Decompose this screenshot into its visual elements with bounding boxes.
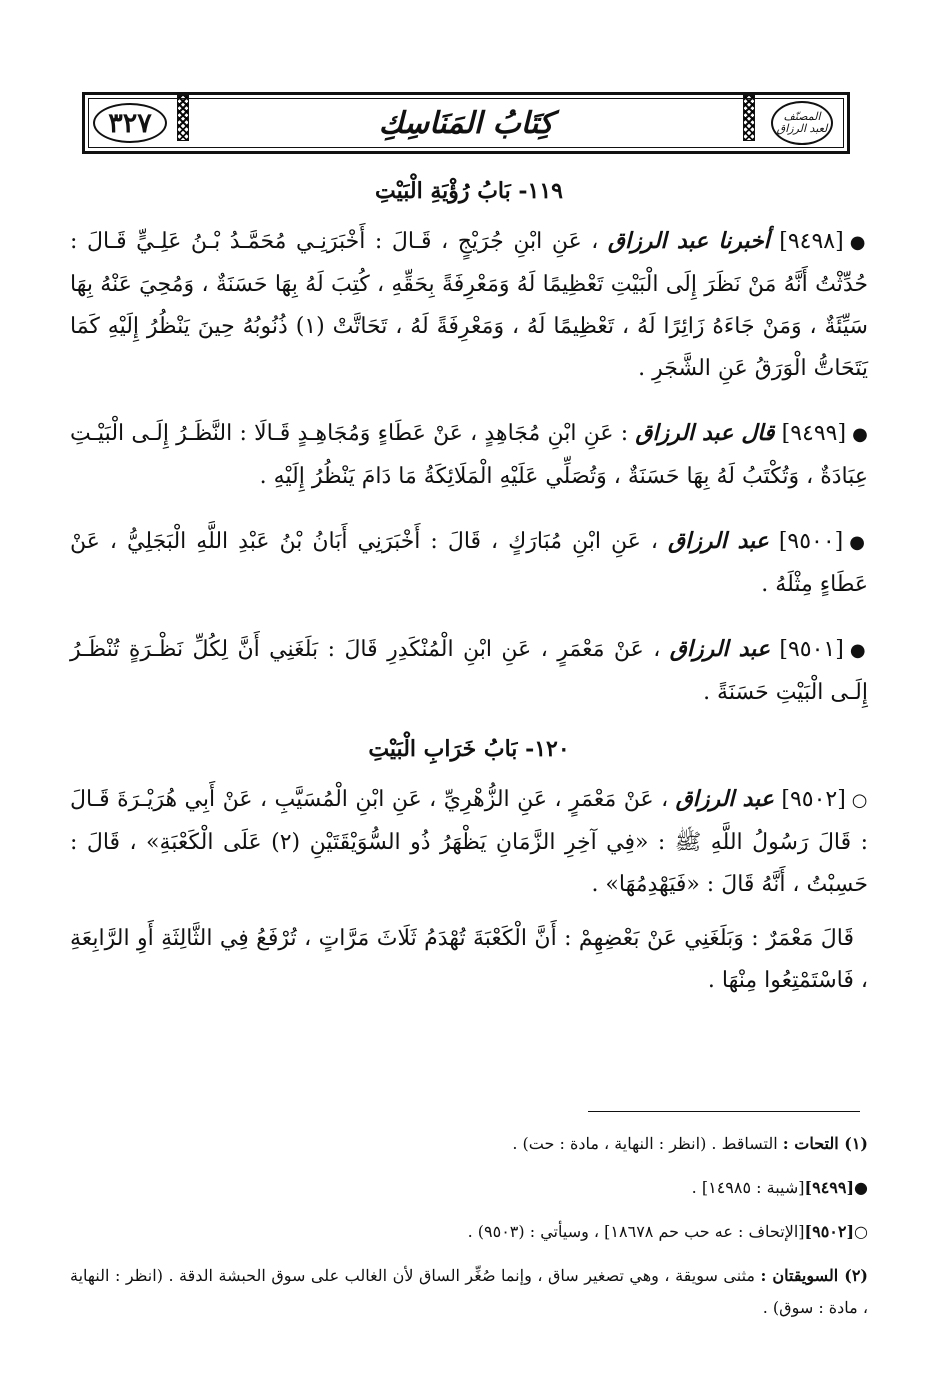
ornament-knot-icon bbox=[177, 95, 189, 141]
footnote bbox=[70, 1216, 868, 1248]
commentary-paragraph: قَالَ مَعْمَرٌ : وَبَلَغَنِي عَنْ بَعْضِهِمْ : أَنَّ الْكَعْبَةَ تُهْدَمُ ثَلَاثَ مَرَّاتٍ ، تُرْفَعُ فِي الثَّالِثَةِ أَوِ الرَّابِعَةِ ، فَاسْتَمْتِعُوا مِنْهَا . bbox=[70, 926, 868, 993]
book-title-box bbox=[191, 95, 741, 151]
hadith-text: ، عَنِ ابْنِ جُرَيْجٍ ، قَـالَ : أَخْبَرَنِـي مُحَمَّـدُ بْـنُ عَلِـيٍّ قَـالَ : حُدِّثْتُ أَنَّهُ مَنْ نَظَرَ إِلَى الْبَيْتِ تَعْظِيمًا لَهُ وَمَعْرِفَةً بِحَقِّهِ ، كُتِبَ لَهُ بِهَا حَسَنَةٌ ، وَمُحِيَ عَنْهُ بِهَا سَيِّئَةٌ ، وَمَنْ جَاءَهُ زَائِرًا لَهُ ، تَعْظِيمًا لَهُ ، وَمَعْرِفَةً لَهُ ، تَحَاتَّتْ (١) ذُنُوبُهُ حِينَ يَنْظُرُ إِلَيْهِ كَمَا يَتَحَاتُّ الْوَرَقُ عَنِ الشَّجَرِ . bbox=[70, 229, 868, 381]
hadith-source: أخبرنا عبد الرزاق bbox=[607, 228, 770, 254]
footnote-text: مثنى سويقة ، وهي تصغير ساق ، وإنما صُغِّر الساق لأن الغالب على سوق الحبشة الدقة . (انظر : النهاية ، مادة : سوق) . bbox=[70, 1266, 868, 1317]
footnote-label: (٢) السويقتان : bbox=[760, 1266, 868, 1285]
footnote-label: (١) التحات : bbox=[782, 1134, 868, 1153]
hadith-number: [٩٤٩٩] bbox=[781, 421, 847, 446]
footnote bbox=[70, 1260, 868, 1324]
hadith-entry bbox=[70, 220, 868, 390]
hadith-entry bbox=[70, 778, 868, 906]
bullet-hollow-icon: ○ bbox=[851, 790, 868, 811]
ornament-knot-icon bbox=[743, 95, 755, 141]
hadith-text: ، عَنِ ابْنِ مُبَارَكٍ ، قَالَ : أَخْبَرَنِي أَبَانُ بْنُ عَبْدِ اللَّهِ الْبَجَلِيُّ ، عَنْ عَطَاءٍ مِثْلَهُ . bbox=[70, 529, 868, 597]
hadith-number: [٩٥٠١] bbox=[779, 637, 844, 662]
footnote bbox=[70, 1128, 868, 1160]
hadith-number: [٩٤٩٨] bbox=[779, 229, 844, 254]
hadith-text: ، عَنْ مَعْمَرٍ ، عَنِ ابْنِ الْمُنْكَدِرِ قَالَ : بَلَغَنِي أَنَّ لِكُلِّ نَظْـرَةٍ تُنْظَـرُ إِلَـى الْبَيْتِ حَسَنَةً . bbox=[70, 637, 868, 705]
hadith-source: عبد الرزاق bbox=[675, 786, 774, 812]
footnote-label: ●[٩٤٩٩] bbox=[804, 1178, 868, 1197]
hadith-entry bbox=[70, 520, 868, 606]
footnotes bbox=[70, 1128, 868, 1336]
footnote-text: [شيبة : ١٤٩٨٥] . bbox=[691, 1178, 805, 1197]
publisher-logo: المصنّف لعبد الرزاق bbox=[771, 101, 833, 145]
footnote-text: [الإتحاف : عه حب حم ١٨٦٧٨] ، وسيأتي : (٩٥٠٣) . bbox=[467, 1222, 805, 1241]
bullet-filled-icon: ● bbox=[849, 640, 868, 661]
footnote bbox=[70, 1172, 868, 1204]
book-title: كِتَابُ المَنَاسِكِ bbox=[378, 105, 554, 141]
hadith-source: قال عبد الرزاق bbox=[635, 420, 775, 446]
hadith-number: [٩٥٠٢] bbox=[781, 787, 846, 812]
hadith-entry bbox=[70, 628, 868, 714]
chapter-heading: ١٢٠- بَابُ خَرَابِ الْبَيْتِ bbox=[368, 736, 570, 762]
bullet-filled-icon: ● bbox=[849, 532, 868, 553]
hadith-entry bbox=[70, 412, 868, 498]
bullet-filled-icon: ● bbox=[852, 424, 868, 445]
bullet-filled-icon: ● bbox=[849, 232, 868, 253]
footnote-divider bbox=[588, 1111, 860, 1112]
publisher-logo-box bbox=[757, 95, 847, 151]
main-text bbox=[70, 168, 868, 1012]
footnote-label: ○[٩٥٠٢] bbox=[804, 1222, 868, 1241]
hadith-text: : عَنِ ابْنِ مُجَاهِدٍ ، عَنْ عَطَاءٍ وَمُجَاهِـدٍ قَـالَا : النَّظَـرُ إِلَـى الْبَيْـتِ عِبَادَةٌ ، وَتُكْتَبُ لَهُ بِهَا حَسَنَةٌ ، وَتُصَلِّي عَلَيْهِ الْمَلَائِكَةُ مَا دَامَ يَنْظُرُ إِلَيْهِ . bbox=[70, 421, 868, 489]
hadith-source: عبد الرزاق bbox=[669, 636, 770, 662]
footnote-text: التساقط . (انظر : النهاية ، مادة : حت) . bbox=[512, 1134, 778, 1153]
hadith-number: [٩٥٠٠] bbox=[778, 529, 844, 554]
hadith-source: عبد الرزاق bbox=[668, 528, 769, 554]
page-number: ٣٢٧ bbox=[93, 103, 167, 143]
chapter-heading: ١١٩- بَابُ رُؤْيَةِ الْبَيْتِ bbox=[375, 178, 563, 204]
running-header bbox=[82, 92, 850, 154]
hadith-text: ، عَنْ مَعْمَرٍ ، عَنِ الزُّهْرِيِّ ، عَنِ ابْنِ الْمُسَيَّبِ ، عَنْ أَبِي هُرَيْـرَةَ قَـالَ : قَالَ رَسُولُ اللَّهِ ﷺ : «فِي آخِرِ الزَّمَانِ يَظْهَرُ ذُو السُّوَيْقَتَيْنِ (٢) عَلَى الْكَعْبَةِ» ، قَالَ : حَسِبْتُ ، أَنَّهُ قَالَ : «فَيَهْدِمُهَا» . bbox=[70, 787, 869, 897]
page-number-box bbox=[85, 95, 175, 151]
